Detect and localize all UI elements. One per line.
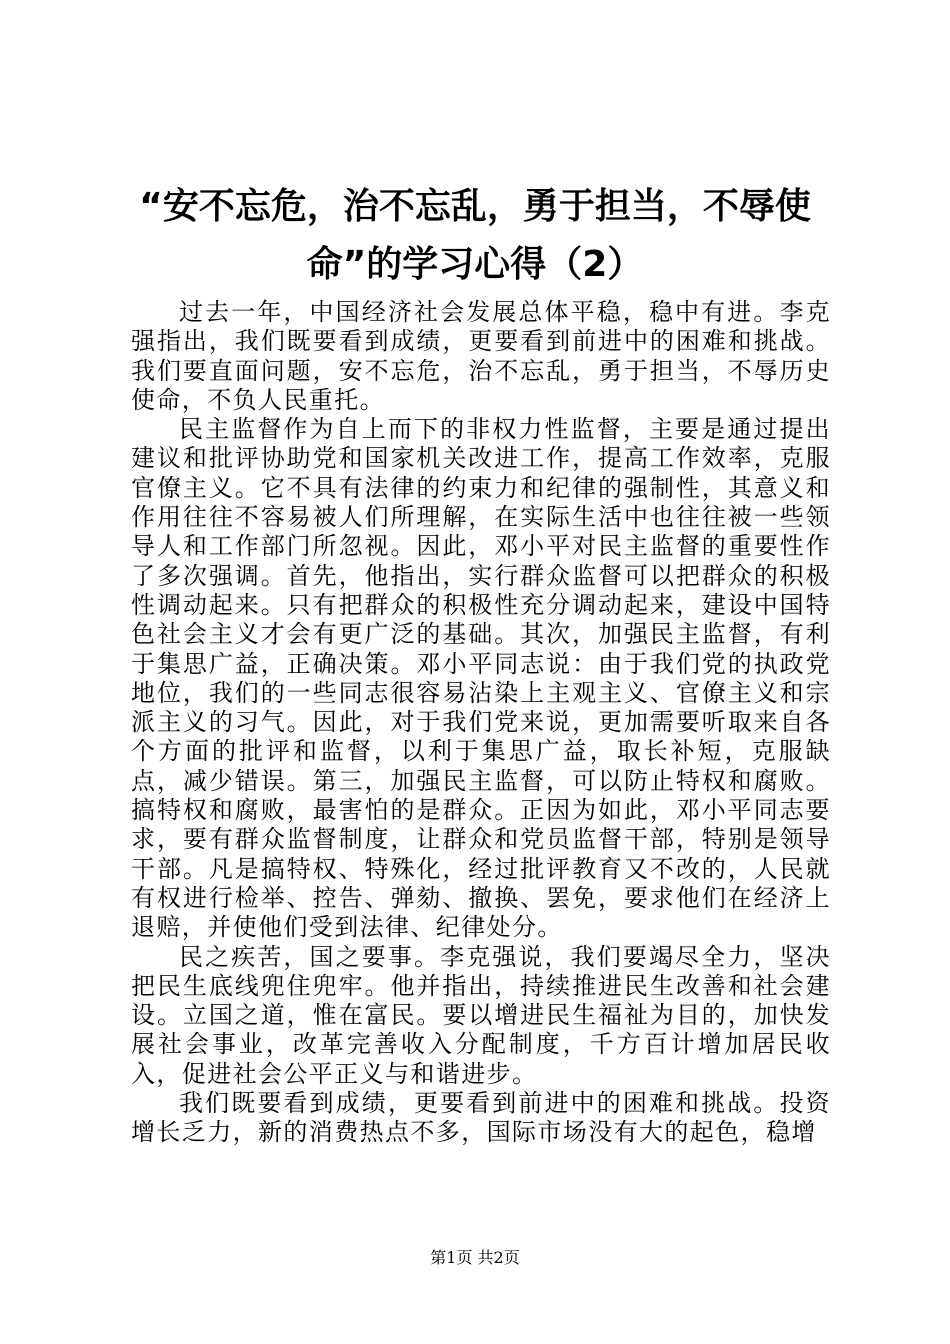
paragraph: 民主监督作为自上而下的非权力性监督，主要是通过提出建议和批评协助党和国家机关改进工作，提高工作效率，克服官僚主义。它不具有法律的约束力和纪律的强制性，其意义和作用往往不容易被人们所理解，在实际生活中也往往被一些领导人和工作部门所忽视。因此，邓小平对民主监督的重要性作了多次强调。首先，他指出，实行群众监督可以把群众的积极性调动起来。只有把群众的积极性充分调动起来，建设中国特色社会主义才会有更广泛的基础。其次，加强民主监督，有利于集思广益，正确决策。邓小平同志说：由于我们党的执政党地位，我们的一些同志很容易沾染上主观主义、官僚主义和宗派主义的习气。因此，对于我们党来说，更加需要听取来自各个方面的批评和监督，以利于集思广益，取长补短，克服缺点，减少错误。第三，加强民主监督，可以防止特权和腐败。搞特权和腐败，最害怕的是群众。正因为如此，邓小平同志要求，要有群众监督制度，让群众和党员监督干部，特别是领导干部。凡是搞特权、特殊化，经过批评教育又不改的，人民就有权进行检举、控告、弹劾、撤换、罢免，要求他们在经济上退赔，并使他们受到法律、纪律处分。 xyxy=(131,415,831,942)
paragraph: 我们既要看到成绩，更要看到前进中的困难和挑战。投资增长乏力，新的消费热点不多，国际市场没有大的起色，稳增 xyxy=(131,1089,831,1147)
title-line-1: “安不忘危，治不忘乱，勇于担当，不辱使 xyxy=(139,186,811,227)
document-title xyxy=(120,178,830,294)
page-number-footer: 第1页 共2页 xyxy=(430,1248,520,1267)
paragraph: 民之疾苦，国之要事。李克强说，我们要竭尽全力，坚决把民生底线兜住兜牢。他并指出，持续推进民生改善和社会建设。立国之道，惟在富民。要以增进民生福祉为目的，加快发展社会事业，改革完善收入分配制度，千方百计增加居民收入，促进社会公平正义与和谐进步。 xyxy=(131,942,831,1088)
title-line-2: 命”的学习心得（2） xyxy=(306,244,644,285)
paragraph: 过去一年，中国经济社会发展总体平稳，稳中有进。李克强指出，我们既要看到成绩，更要看到前进中的困难和挑战。我们要直面问题，安不忘危，治不忘乱，勇于担当，不辱历史使命，不负人民重托。 xyxy=(131,298,831,414)
document-body xyxy=(131,298,831,1148)
